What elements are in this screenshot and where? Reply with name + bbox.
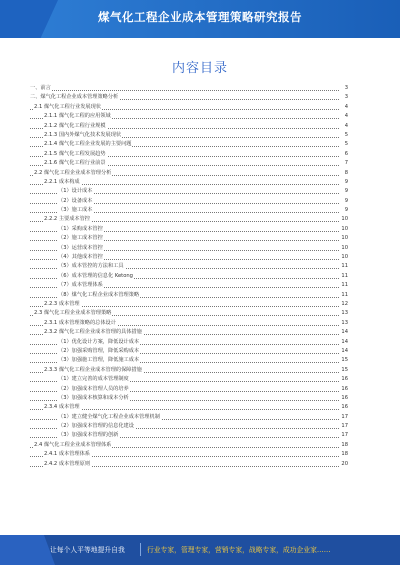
toc-entry-label: （3）运营成本管控 bbox=[58, 244, 104, 253]
toc-entry-page: 16 bbox=[339, 375, 348, 384]
toc-entry-page: 17 bbox=[339, 422, 348, 431]
toc-entry-page: 18 bbox=[339, 441, 348, 450]
toc-entry-page: 14 bbox=[339, 338, 348, 347]
toc-entry-page: 10 bbox=[339, 225, 348, 234]
toc-entry-page: 17 bbox=[339, 413, 348, 422]
toc-entry[interactable] bbox=[30, 187, 348, 196]
toc-entry[interactable] bbox=[30, 234, 348, 243]
toc-entry-label: （1）建立完善的成本管理制度 bbox=[58, 375, 130, 384]
toc-entry-label: 2.4.1 成本管理体系 bbox=[44, 450, 91, 459]
toc-entry-page: 17 bbox=[339, 431, 348, 440]
toc-entry[interactable] bbox=[30, 300, 348, 309]
toc-entry[interactable] bbox=[30, 281, 348, 290]
toc-entry[interactable] bbox=[30, 328, 348, 337]
toc-entry[interactable] bbox=[30, 309, 348, 318]
toc-leader-dots bbox=[30, 90, 339, 91]
toc-entry-label: 2.3.3 煤气化工程企业成本管理的保障措施 bbox=[44, 366, 143, 375]
toc-entry-page: 15 bbox=[339, 366, 348, 375]
toc-entry[interactable] bbox=[30, 356, 348, 365]
toc-entry-label: （2）施工成本管控 bbox=[58, 234, 104, 243]
toc-entry[interactable] bbox=[30, 394, 348, 403]
toc-entry-label: 2.1.4 煤气化工程企业发展的主要问题 bbox=[44, 140, 132, 149]
toc-entry-label: （1）采购成本管控 bbox=[58, 225, 104, 234]
toc-entry-label: （4）其他成本管控 bbox=[58, 253, 104, 262]
toc-entry-label: 2.3 煤气化工程企业成本管理策略 bbox=[34, 309, 112, 318]
toc-entry-label: 一、前言 bbox=[30, 84, 52, 93]
toc-entry-label: （3）施工成本 bbox=[58, 206, 93, 215]
toc-entry[interactable] bbox=[30, 93, 348, 102]
toc-entry[interactable] bbox=[30, 140, 348, 149]
toc-entry-page: 10 bbox=[339, 215, 348, 224]
toc-entry[interactable] bbox=[30, 84, 348, 93]
toc-entry-page: 14 bbox=[339, 347, 348, 356]
toc-entry-label: 2.4.2 成本管理原则 bbox=[44, 460, 91, 469]
toc-entry[interactable] bbox=[30, 225, 348, 234]
header-banner bbox=[0, 0, 400, 38]
toc-entry-page: 10 bbox=[339, 234, 348, 243]
toc-entry[interactable] bbox=[30, 131, 348, 140]
toc-entry-page: 12 bbox=[339, 300, 348, 309]
toc-entry[interactable] bbox=[30, 253, 348, 262]
toc-entry-page: 14 bbox=[339, 328, 348, 337]
toc-entry-page: 11 bbox=[339, 262, 348, 271]
toc-entry[interactable] bbox=[30, 291, 348, 300]
toc-entry-label: 2.1.6 煤气化工程行业前景 bbox=[44, 159, 107, 168]
toc-entry[interactable] bbox=[30, 244, 348, 253]
toc-entry-page: 3 bbox=[339, 84, 348, 93]
toc-entry-label: 2.1.1 煤气化工程的应用领域 bbox=[44, 112, 112, 121]
toc-entry[interactable] bbox=[30, 375, 348, 384]
toc-entry-page: 18 bbox=[339, 450, 348, 459]
footer-expert-list: 行业专家，管理专家，营销专家，战略专家，成功企业家…… bbox=[147, 546, 331, 554]
toc-entry-page: 4 bbox=[339, 103, 348, 112]
toc-entry-label: 2.2 煤气化工程企业成本管理分析 bbox=[34, 169, 112, 178]
toc-entry-label: （5）成本管控的方法和工具 bbox=[58, 262, 125, 271]
toc-entry[interactable] bbox=[30, 422, 348, 431]
toc-entry[interactable] bbox=[30, 403, 348, 412]
toc-entry-label: （6）成本管理的信息化 Ketong bbox=[58, 272, 134, 281]
toc-entry[interactable] bbox=[30, 319, 348, 328]
toc-entry[interactable] bbox=[30, 385, 348, 394]
toc-entry-page: 4 bbox=[339, 112, 348, 121]
toc-entry[interactable] bbox=[30, 262, 348, 271]
toc-entry[interactable] bbox=[30, 178, 348, 187]
toc-entry-page: 11 bbox=[339, 272, 348, 281]
toc-entry-page: 9 bbox=[339, 197, 348, 206]
toc-entry-page: 15 bbox=[339, 356, 348, 365]
toc-entry-page: 11 bbox=[339, 291, 348, 300]
report-title: 煤气化工程企业成本管理策略研究报告 bbox=[98, 10, 302, 24]
footer-divider bbox=[140, 543, 141, 556]
toc-entry-page: 13 bbox=[339, 319, 348, 328]
toc-entry-page: 9 bbox=[339, 187, 348, 196]
toc-entry-label: 2.2.1 成本构成 bbox=[44, 178, 81, 187]
toc-entry-page: 16 bbox=[339, 394, 348, 403]
toc-entry[interactable] bbox=[30, 338, 348, 347]
toc-entry[interactable] bbox=[30, 169, 348, 178]
toc-entry[interactable] bbox=[30, 197, 348, 206]
toc-entry-page: 10 bbox=[339, 253, 348, 262]
toc-entry[interactable] bbox=[30, 347, 348, 356]
toc-entry-page: 20 bbox=[339, 460, 348, 469]
toc-entry[interactable] bbox=[30, 441, 348, 450]
toc-entry-page: 7 bbox=[339, 159, 348, 168]
toc-entry[interactable] bbox=[30, 413, 348, 422]
toc-entry-page: 10 bbox=[339, 244, 348, 253]
toc-entry-label: 2.4 煤气化工程企业成本管理体系 bbox=[34, 441, 112, 450]
toc-entry-label: 2.1.2 煤气化工程行业规模 bbox=[44, 122, 107, 131]
toc-entry-label: （2）加强采购管理，降低采购成本 bbox=[58, 347, 140, 356]
toc-entry-label: 2.1.5 煤气化工程发展趋势 bbox=[44, 150, 107, 159]
toc-entry-label: （2）设备成本 bbox=[58, 197, 93, 206]
footer-slogan: 让每个人平等地提升自我 bbox=[50, 546, 125, 554]
footer-accent-shape bbox=[0, 535, 55, 565]
toc-entry[interactable] bbox=[30, 366, 348, 375]
toc-entry-label: （7）成本管理体系 bbox=[58, 281, 104, 290]
toc-entry-label: （3）加强成本管理的创新 bbox=[58, 431, 119, 440]
toc-entry-page: 5 bbox=[339, 140, 348, 149]
toc-entry[interactable] bbox=[30, 112, 348, 121]
toc-entry-label: 2.3.2 煤气化工程企业成本管理的具体措施 bbox=[44, 328, 143, 337]
toc-entry-label: 2.3.1 成本管理策略的总体设计 bbox=[44, 319, 117, 328]
toc-entry-label: 2.2.3 成本管理 bbox=[44, 300, 81, 309]
toc-entry-label: （2）加强成本管理人员的培养 bbox=[58, 385, 130, 394]
toc-entry-label: 2.1 煤气化工程行业发展现状 bbox=[34, 103, 102, 112]
toc-entry-label: 二、煤气化工程企业成本管理策略分析 bbox=[30, 93, 119, 102]
toc-entry-page: 16 bbox=[339, 385, 348, 394]
toc-entry-label: （2）加强成本管理的信息化建设 bbox=[58, 422, 135, 431]
toc-entry-page: 8 bbox=[339, 169, 348, 178]
toc-entry-page: 13 bbox=[339, 309, 348, 318]
toc-entry-label: 2.3.4 成本管理 bbox=[44, 403, 81, 412]
toc-entry-label: 2.1.3 国内外煤气化技术发展现状 bbox=[44, 131, 122, 140]
toc-entry[interactable] bbox=[30, 272, 348, 281]
toc-entry-page: 9 bbox=[339, 206, 348, 215]
toc-entry-page: 16 bbox=[339, 403, 348, 412]
toc-entry-label: （3）加强成本核算和成本分析 bbox=[58, 394, 130, 403]
toc-entry[interactable] bbox=[30, 159, 348, 168]
toc-entry-page: 6 bbox=[339, 150, 348, 159]
toc-heading: 内容目录 bbox=[171, 61, 228, 76]
toc-entry-page: 9 bbox=[339, 178, 348, 187]
toc-entry[interactable] bbox=[30, 150, 348, 159]
toc-entry[interactable] bbox=[30, 122, 348, 131]
table-of-contents bbox=[30, 84, 348, 469]
toc-entry-label: （3）加强施工管理，降低施工成本 bbox=[58, 356, 140, 365]
toc-entry-label: （8）煤气化工程企业成本管理策略 bbox=[58, 291, 140, 300]
toc-entry-page: 3 bbox=[339, 93, 348, 102]
toc-entry-page: 4 bbox=[339, 122, 348, 131]
toc-entry[interactable] bbox=[30, 103, 348, 112]
toc-entry-label: 2.2.2 主要成本管控 bbox=[44, 215, 91, 224]
toc-entry[interactable] bbox=[30, 431, 348, 440]
toc-entry-page: 11 bbox=[339, 281, 348, 290]
toc-entry-label: （1）优化设计方案，降低设计成本 bbox=[58, 338, 140, 347]
toc-entry[interactable] bbox=[30, 450, 348, 459]
footer-banner bbox=[0, 535, 400, 565]
toc-entry[interactable] bbox=[30, 206, 348, 215]
toc-entry[interactable] bbox=[30, 215, 348, 224]
toc-entry-label: （1）设计成本 bbox=[58, 187, 93, 196]
toc-entry-label: （1）建立健全煤气化工程企业成本管理机制 bbox=[58, 413, 161, 422]
toc-entry[interactable] bbox=[30, 460, 348, 469]
toc-entry-page: 5 bbox=[339, 131, 348, 140]
